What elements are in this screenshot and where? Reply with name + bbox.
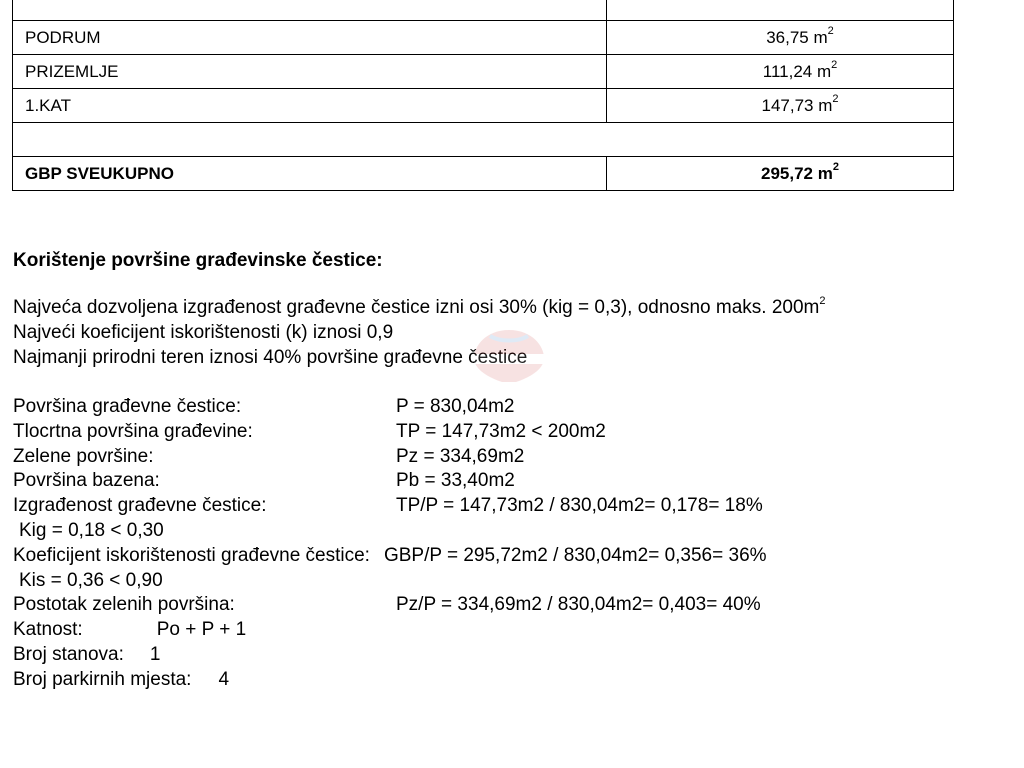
table-cell-value: 111,24 $m^2$: [607, 55, 954, 89]
table-cell-label: PODRUM: [13, 21, 607, 55]
stat-value: Pb = 33,40m2: [396, 470, 515, 492]
stat-value: Po + P + 1: [156, 619, 247, 641]
total-value: 295,72 $m^2$: [607, 157, 954, 191]
table-cell-value: [607, 0, 954, 21]
stats-block: [13, 395, 767, 693]
stat-value: 1: [149, 643, 161, 665]
stat-label: Broj parkirnih mjesta:: [13, 668, 192, 690]
stat-label: Površina bazena:: [13, 470, 160, 492]
stat-row: [13, 643, 767, 668]
stat-value: Pz/P = 334,69m2 / 830,04m2= 0,403= 40%: [396, 594, 761, 616]
table-cell-value: 147,73 $m^2$: [607, 89, 954, 123]
rules-block: [13, 296, 825, 370]
stat-label: Tlocrtna površina građevine:: [13, 420, 253, 442]
stat-value: GBP/P = 295,72m2 / 830,04m2= 0,356= 36%: [383, 544, 767, 566]
stat-row: [13, 618, 767, 643]
stat-row: [13, 395, 767, 420]
table-row: [13, 0, 954, 21]
stat-row: [13, 445, 767, 470]
table-row: [13, 21, 954, 55]
stat-label: Zelene površine:: [13, 445, 154, 467]
table-row-empty: [13, 123, 954, 157]
stat-kig: Kig = 0,18 < 0,30: [19, 519, 164, 541]
rule-line: Najveći koeficijent iskorištenosti (k) iznosi 0,9: [13, 321, 394, 343]
stat-value: P = 830,04m2: [396, 396, 515, 417]
stat-label: Koeficijent iskorištenosti građevne čestice:: [13, 544, 370, 566]
table-cell-label: PRIZEMLJE: [13, 55, 607, 89]
section-heading: Korištenje površine građevinske čestice:: [13, 250, 383, 271]
stat-row: [13, 469, 767, 494]
table-cell-value: 36,75 $m^2$: [607, 21, 954, 55]
stat-row: [13, 668, 767, 693]
table-row-total: [13, 157, 954, 191]
stat-label: Izgrađenost građevne čestice:: [13, 495, 267, 517]
stat-row: [13, 544, 767, 569]
rule-line: Najmanji prirodni teren iznosi 40% površine građevne čestice: [13, 346, 528, 368]
gross-area-table: [12, 0, 954, 191]
table-cell-empty: [13, 123, 954, 157]
table-row: [13, 89, 954, 123]
stat-label: Postotak zelenih površina:: [13, 594, 235, 616]
stat-row: [13, 420, 767, 445]
table-row: [13, 55, 954, 89]
table-cell-label: 1.KAT: [13, 89, 607, 123]
stat-value: TP = 147,73m2 < 200m2: [396, 420, 606, 442]
table-cell-label: [13, 0, 607, 21]
total-label: GBP SVEUKUPNO: [13, 157, 607, 191]
stat-row: [13, 593, 767, 618]
stat-label: Broj stanova:: [13, 643, 124, 665]
stat-label: Katnost:: [13, 619, 83, 641]
stat-row: [13, 494, 767, 519]
stat-value: TP/P = 147,73m2 / 830,04m2= 0,178= 18%: [396, 495, 763, 517]
stat-kis: Kis = 0,36 < 0,90: [19, 569, 163, 591]
rule-line: Najveća dozvoljena izgrađenost građevne čestice izni osi 30% (kig = 0,3), odnosno maks. $200m^2$: [13, 294, 826, 318]
stat-label: Površina građevne čestice:: [13, 396, 242, 417]
stat-value: 4: [218, 668, 230, 690]
stat-value: Pz = 334,69m2: [396, 445, 525, 467]
